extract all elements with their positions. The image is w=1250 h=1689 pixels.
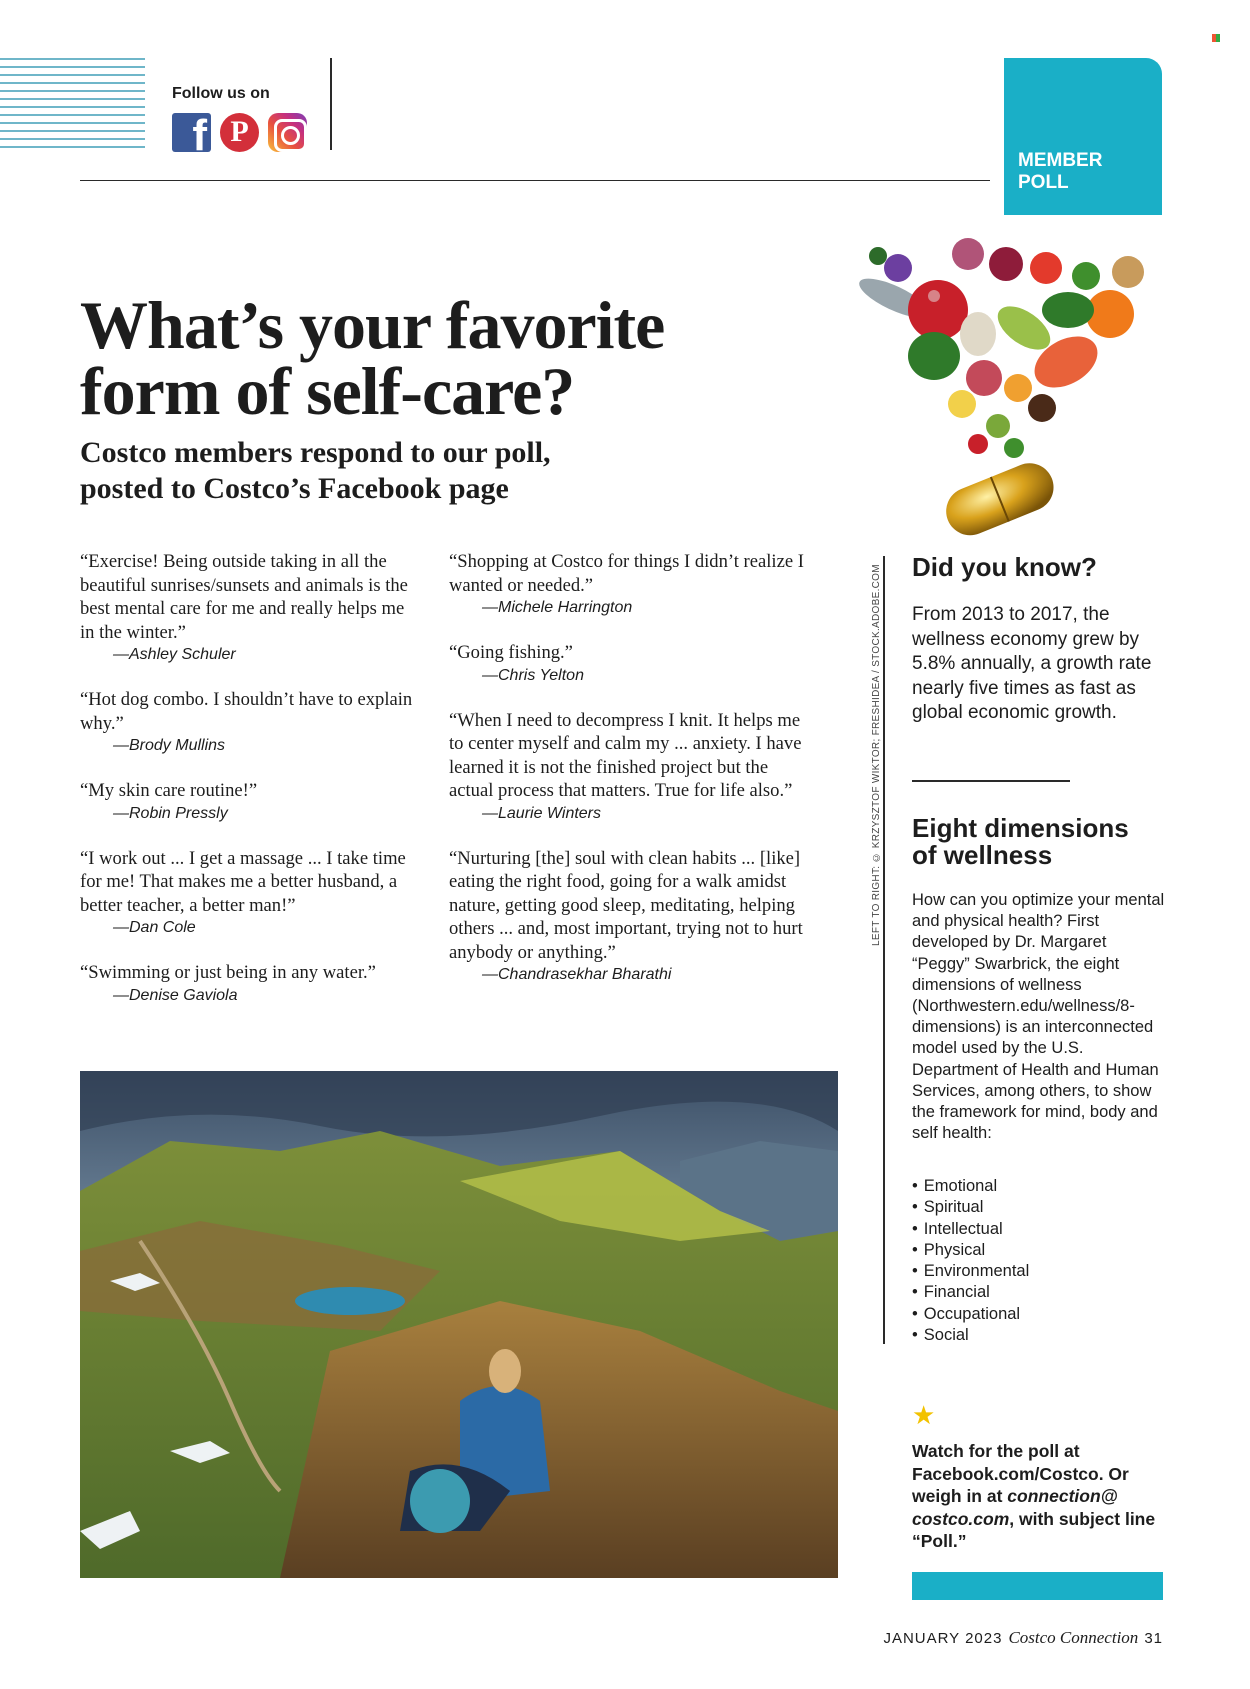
quote-item — [449, 847, 804, 987]
issue-date: JANUARY 2023 — [883, 1630, 1003, 1647]
quote-author: —Laurie Winters — [482, 804, 602, 822]
quote-text: “Going fishing.” — [449, 642, 573, 663]
page-number: 31 — [1144, 1630, 1163, 1647]
section-tab-line: MEMBER — [1018, 150, 1103, 171]
dimensions-list — [912, 1176, 1029, 1346]
headline-line: What’s your favorite — [80, 287, 665, 363]
magazine-name: Costco Connection — [1008, 1628, 1139, 1647]
follow-label: Follow us on — [172, 85, 270, 102]
pinterest-icon[interactable] — [220, 113, 259, 152]
quote-author: —Brody Mullins — [113, 737, 226, 754]
quote-item — [80, 847, 420, 940]
facebook-icon[interactable] — [172, 113, 211, 152]
list-item: • Social — [912, 1325, 1029, 1346]
title-line: Eight dimensions — [912, 813, 1129, 843]
headline-line: form of self-care? — [80, 353, 575, 429]
quote-text: “Swimming or just being in any water.” — [80, 962, 376, 983]
list-item: • Environmental — [912, 1261, 1029, 1282]
food-illustration — [838, 238, 1170, 548]
article-headline — [80, 287, 665, 429]
subhead-line: posted to Costco’s Facebook page — [80, 472, 509, 505]
instagram-icon[interactable] — [268, 113, 307, 152]
social-links — [172, 113, 307, 152]
quote-author: —Ashley Schuler — [113, 646, 236, 663]
subhead-line: Costco members respond to our poll, — [80, 436, 551, 469]
quote-author: —Chris Yelton — [482, 666, 584, 684]
quote-author: —Dan Cole — [113, 919, 196, 936]
section-tab — [1004, 58, 1162, 215]
quote-item — [80, 688, 420, 757]
list-item: • Occupational — [912, 1304, 1029, 1325]
divider — [330, 58, 332, 150]
divider — [80, 180, 990, 181]
quote-text: “My skin care routine!” — [80, 780, 258, 801]
quote-author: —Michele Harrington — [482, 599, 633, 616]
sidebar-divider — [883, 556, 885, 1344]
star-icon: ★ — [912, 1400, 936, 1430]
photo-credit: LEFT TO RIGHT: © KRZYSZTOF WIKTOR; FRESHIDEA / STOCK.ADOBE.COM — [871, 564, 882, 946]
title-line: of wellness — [912, 840, 1053, 870]
quote-author: —Robin Pressly — [113, 804, 228, 822]
quote-text: “Nurturing [the] soul with clean habits ... [like] eating the right food, going for a walk amidst nature, getting good sleep, meditating, helping others ... and, most important, trying not to hurt anybody or anything.” — [449, 847, 803, 963]
quote-item — [80, 779, 420, 825]
cta-text: Watch for the poll at Facebook.com/Costco. Or weigh in at — [912, 1441, 1129, 1506]
divider — [912, 780, 1070, 782]
quote-item — [449, 641, 804, 687]
list-item: • Physical — [912, 1240, 1029, 1261]
section-tab-line: POLL — [1018, 172, 1069, 193]
quote-text: “I work out ... I get a massage ... I take time for me! That makes me a better husband, a better teacher, a better man!” — [80, 847, 406, 916]
cta-email-link[interactable]: connection@ costco.com — [912, 1486, 1118, 1529]
quote-text: “Shopping at Costco for things I didn’t realize I wanted or needed.” — [449, 551, 804, 596]
call-to-action — [912, 1440, 1172, 1553]
accent-bar — [912, 1572, 1163, 1600]
did-you-know-title: Did you know? — [912, 552, 1097, 582]
quote-item — [449, 550, 804, 619]
eight-dimensions-text: How can you optimize your mental and physical health? First developed by Dr. Margaret “Peggy” Swarbrick, the eight dimensions of wellness (Northwestern.edu/wellness/8-dimensions) is an interconnected model used by the U.S. Department of Health and Human Services, among others, to show the framework for mind, body and self health: — [912, 891, 1165, 1143]
did-you-know-text: From 2013 to 2017, the wellness economy grew by 5.8% annually, a growth rate nearly five times as fast as global economic growth. — [912, 604, 1152, 723]
decorative-stripes — [0, 58, 145, 150]
quotes-column-left — [80, 550, 420, 1029]
quote-item — [80, 550, 420, 666]
quote-author: —Chandrasekhar Bharathi — [482, 966, 672, 983]
corner-mark — [1212, 34, 1220, 42]
cta-text: , with subject line “Poll.” — [912, 1508, 1156, 1551]
quote-text: “When I need to decompress I knit. It helps me to center myself and calm my ... anxiety. I have learned it is not the finished project but the actual process that matters. True for life also.” — [449, 709, 802, 801]
mountain-hiker-photo — [80, 1071, 838, 1578]
quote-author: —Denise Gaviola — [113, 986, 238, 1004]
list-item: • Emotional — [912, 1176, 1029, 1197]
eight-dimensions-title — [912, 815, 1167, 869]
quote-item — [80, 961, 420, 1007]
quote-item — [449, 709, 804, 825]
list-item: • Spiritual — [912, 1197, 1029, 1218]
list-item: • Intellectual — [912, 1219, 1029, 1240]
list-item: • Financial — [912, 1282, 1029, 1303]
quote-text: “Exercise! Being outside taking in all the beautiful sunrises/sunsets and animals is the best mental care for me and really helps me in the winter.” — [80, 551, 408, 643]
quotes-column-right — [449, 550, 804, 1008]
article-subhead — [80, 435, 551, 507]
page-footer — [883, 1628, 1163, 1648]
quote-text: “Hot dog combo. I shouldn’t have to explain why.” — [80, 689, 413, 734]
